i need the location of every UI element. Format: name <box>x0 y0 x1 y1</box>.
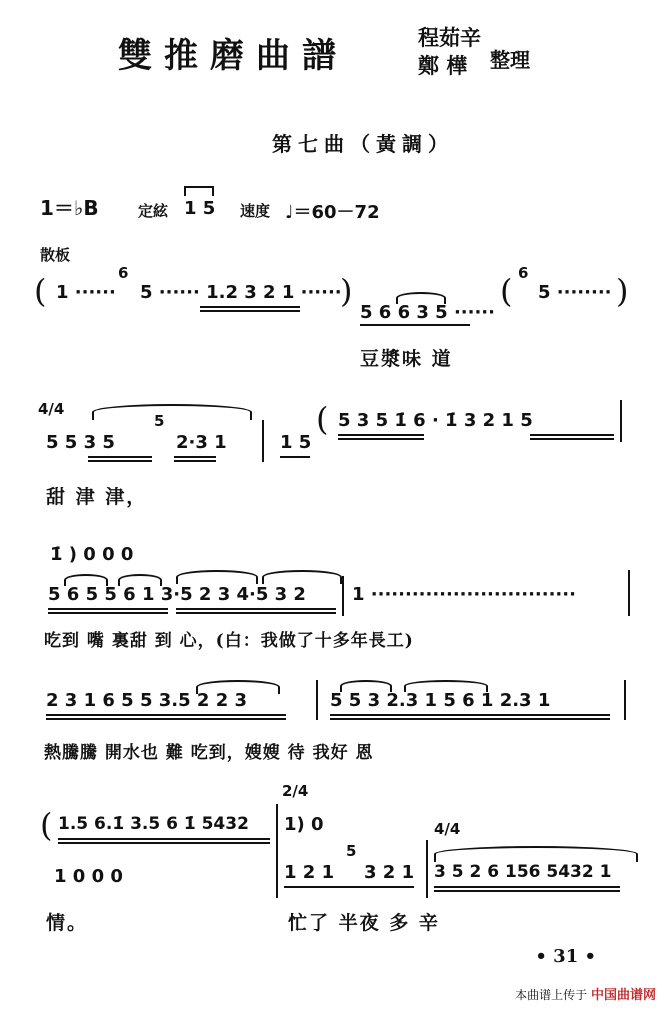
line1-grace-c: 6 <box>518 264 529 282</box>
line2-inst-ul2 <box>338 438 424 440</box>
line2-meter: 4/4 <box>38 400 65 418</box>
footer-watermark <box>515 984 656 1003</box>
site-logo[interactable]: 中国曲谱网 <box>590 988 656 1003</box>
line3-slur2 <box>118 574 162 586</box>
arrange-label: 整理 <box>490 48 530 72</box>
line2-underline-c <box>174 456 216 458</box>
bar-line-3 <box>342 576 344 616</box>
close-paren: ) <box>340 272 353 310</box>
line1b-underline <box>360 324 470 326</box>
arranger-name-2: 鄭 樺 <box>418 53 468 78</box>
open-paren-3: ( <box>316 400 329 438</box>
line1-underline-2 <box>200 310 300 312</box>
line5-meter24: 2/4 <box>282 782 309 800</box>
line2-mid: 1 5 <box>280 432 312 453</box>
line2-notes: 5 5 3 5 <box>46 432 115 453</box>
line2-slur <box>92 404 252 420</box>
line5-ul2 <box>58 842 270 844</box>
line3-slur3 <box>176 570 258 584</box>
bar-line-2 <box>620 400 622 442</box>
page-title: 雙推磨曲譜 <box>118 36 348 76</box>
line5-ul3 <box>284 886 414 888</box>
open-paren: ( <box>34 272 47 310</box>
line1-underline <box>200 306 300 308</box>
line5-ul4 <box>434 886 620 888</box>
line3-ul1 <box>48 608 168 610</box>
line2-underline-b <box>88 460 152 462</box>
tuning-bracket-left <box>184 186 186 196</box>
line3-ul4 <box>176 612 336 614</box>
line2-underline <box>88 456 152 458</box>
line5-c-lower: 3 5 2 6 156 5432 1 <box>434 862 612 882</box>
line3-upper: 1̇ ) 0 0 0 <box>50 544 134 565</box>
line3-lyric: 吃到 嘴 裏甜 到 心，(白：我做了十多年長工) <box>44 631 414 651</box>
line4-ul4 <box>330 718 610 720</box>
line4-slur2 <box>340 680 392 692</box>
sanban-label: 散板 <box>40 246 71 264</box>
tuning-label: 定絃 <box>138 202 169 220</box>
line3-ul3 <box>176 608 336 610</box>
line4-ul1 <box>46 714 286 716</box>
open-paren-2: ( <box>500 272 513 310</box>
line2-mid-underline <box>280 456 310 458</box>
page-number: • 31 • <box>535 946 596 967</box>
line4-notes: 2 3 1 6 5 5 3.5 2 2 3 <box>46 690 248 711</box>
line2-inst: 5 3 5 1̇ 6 · 1̇ 3 2 1 5 <box>338 410 533 431</box>
open-paren-4: ( <box>40 806 53 844</box>
piece-subtitle: 第七曲（黃調） <box>272 132 454 156</box>
line4-ul3 <box>330 714 610 716</box>
line5-b-lower2: 3 2 1 <box>364 862 415 883</box>
bar-line <box>262 420 264 462</box>
tuning-value: 1 5 <box>184 198 216 219</box>
line3-slur4 <box>262 570 342 584</box>
line4-lyric: 熱騰騰 開水也 難 吃到，嫂嫂 待 我好 恩 <box>44 743 374 763</box>
line5-lyric-b: 忙了 半夜 多 辛 <box>288 912 440 934</box>
line1-notes-a2: 5 ······ 1.2 3 2 1 ······ <box>140 282 342 303</box>
line5-ul5 <box>434 890 620 892</box>
line2-underline-d <box>174 460 216 462</box>
line2-notes2: 2·3 1 <box>176 432 227 453</box>
line5-lower: 1 0 0 0 <box>54 866 123 887</box>
line1-lyric: 豆漿味 道 <box>360 348 453 370</box>
line1-notes-c: 5 ········ <box>538 282 612 303</box>
line2-inst-ul <box>338 434 424 436</box>
footer-uploaded: 本曲谱上传于 <box>515 988 588 1002</box>
line2-grace: 5 <box>154 412 165 430</box>
bar-line-7 <box>276 804 278 898</box>
line1-grace: 6 <box>118 264 129 282</box>
line5-upper: 1.5 6.1̇ 3.5 6 1̇ 5432 <box>58 814 249 834</box>
line4-ul2 <box>46 718 286 720</box>
bar-line-4 <box>628 570 630 616</box>
tuning-bracket-right <box>212 186 214 196</box>
line5-lyric-a: 情。 <box>46 912 89 934</box>
line3-hold: 1 ······························ <box>352 584 576 605</box>
line1-slur <box>396 292 446 304</box>
line3-ul2 <box>48 612 168 614</box>
line3-notes: 5 6 5 5 6 1 3·5 2 3 4·5 3 2 <box>48 584 306 605</box>
tuning-bracket <box>184 186 214 188</box>
line5-grace: 5 <box>346 842 357 860</box>
bar-line-5 <box>316 680 318 720</box>
line4-slur3 <box>404 680 488 692</box>
line2-inst-ul4 <box>530 438 614 440</box>
line3-slur1 <box>64 574 108 586</box>
arranger-name-1: 程茹辛 <box>418 25 481 50</box>
key-signature: 1＝♭B <box>40 196 99 220</box>
line2-inst-ul3 <box>530 434 614 436</box>
tempo-value: ♩＝60－72 <box>285 202 380 223</box>
line5-b-upper: 1) 0 <box>284 814 324 835</box>
line5-b-lower: 1 2 1 <box>284 862 335 883</box>
bar-line-6 <box>624 680 626 720</box>
tempo-label: 速度 <box>240 202 271 220</box>
line4-slur <box>196 680 280 694</box>
line5-meter44: 4/4 <box>434 820 461 838</box>
line5-ul1 <box>58 838 270 840</box>
line1-notes-a: 1 ······ <box>56 282 116 303</box>
line5-slur <box>434 846 638 862</box>
bar-line-8 <box>426 840 428 898</box>
close-paren-2: ) <box>616 272 629 310</box>
line4-notes2: 5 5 3 2.3 1 5 6 1 2.3 1 <box>330 690 551 711</box>
line1-notes-b: 5 6 6 3 5 ······ <box>360 302 495 323</box>
line2-lyric: 甜 津 津， <box>46 486 148 508</box>
